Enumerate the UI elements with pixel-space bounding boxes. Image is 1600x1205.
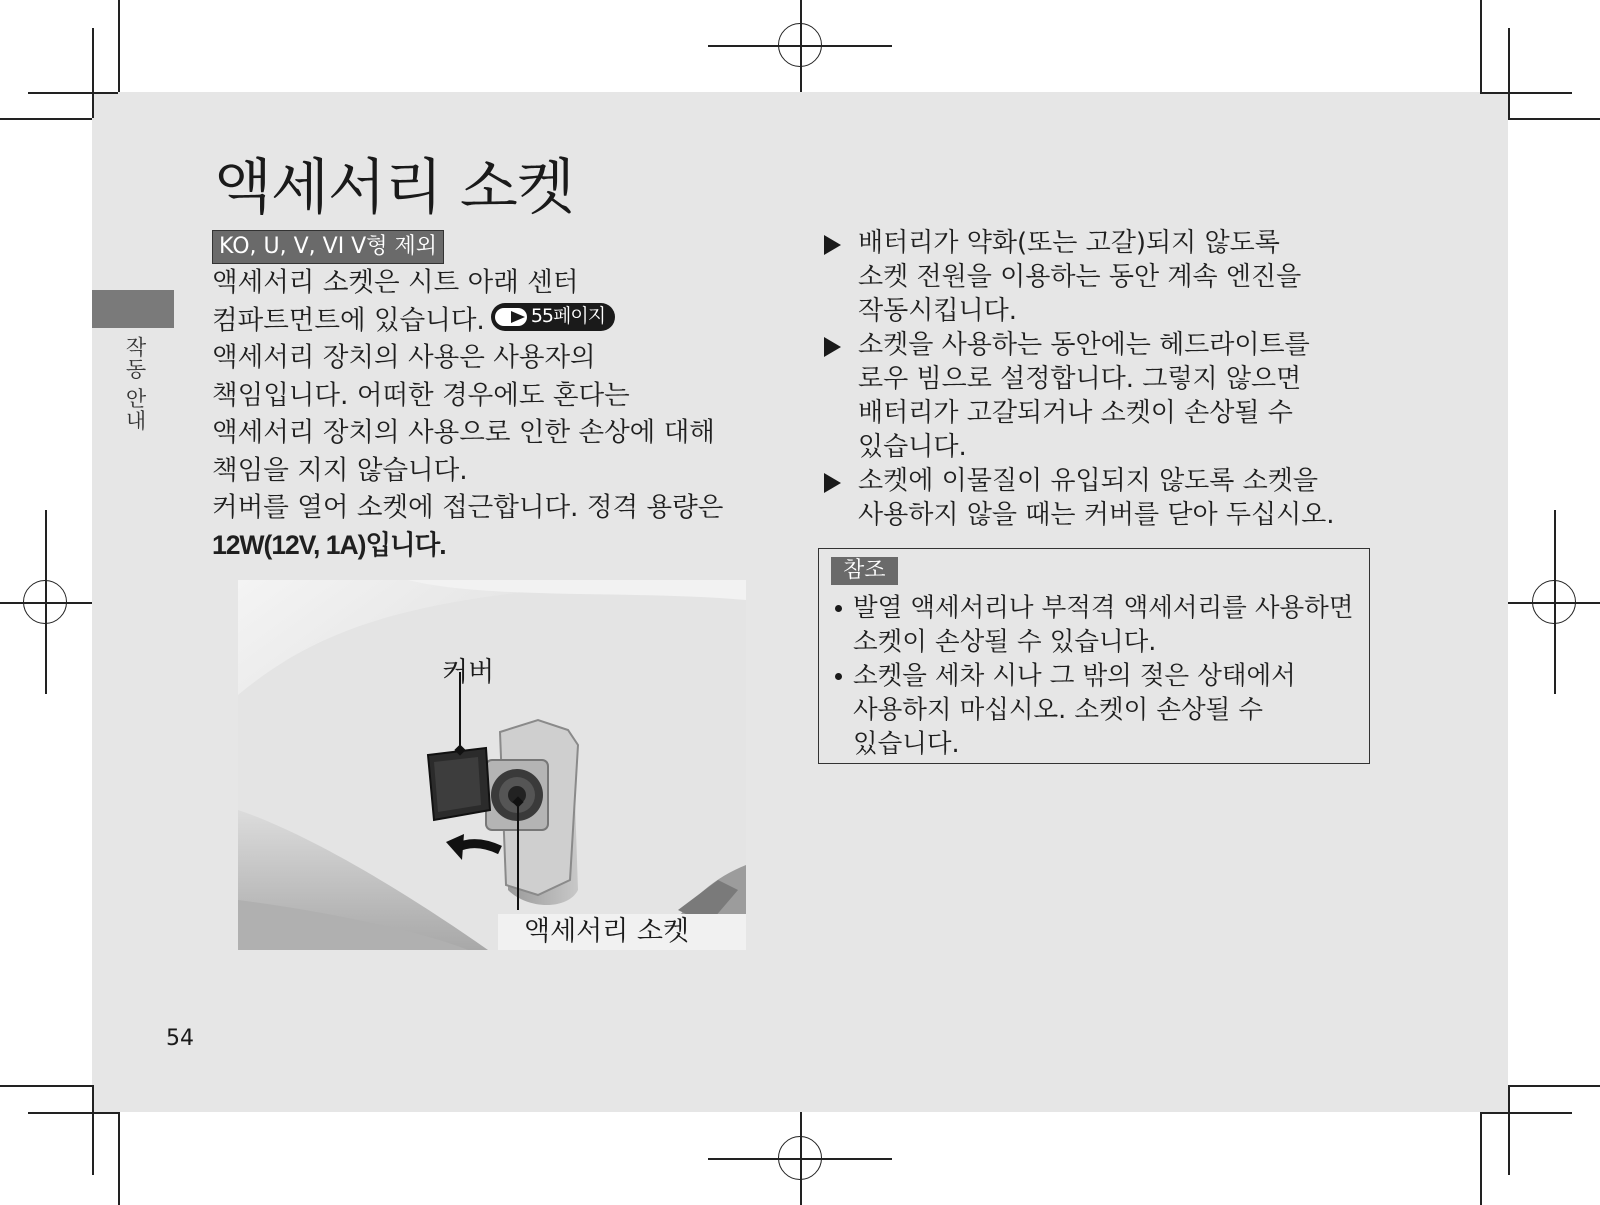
body-line: 액세서리 소켓은 시트 아래 센터 bbox=[212, 267, 579, 298]
bullet-dot-icon bbox=[835, 605, 842, 612]
warning-line: 있습니다. bbox=[858, 432, 967, 462]
socket-illustration bbox=[238, 580, 746, 950]
triangle-bullet-icon bbox=[824, 337, 841, 357]
bullet-dot-icon bbox=[835, 673, 842, 680]
note-line: 소켓이 손상될 수 있습니다. bbox=[853, 627, 1157, 657]
triangle-bullet-icon bbox=[824, 473, 841, 493]
warning-item bbox=[822, 328, 1382, 464]
warning-line: 소켓에 이물질이 유입되지 않도록 소켓을 bbox=[858, 466, 1319, 496]
page-ref-link[interactable] bbox=[491, 303, 615, 331]
warning-list bbox=[822, 226, 1382, 532]
note-box bbox=[818, 548, 1370, 764]
note-item bbox=[833, 591, 1363, 659]
note-title: 참조 bbox=[831, 557, 898, 585]
warning-line: 배터리가 약화(또는 고갈)되지 않도록 bbox=[858, 228, 1280, 258]
note-item bbox=[833, 659, 1363, 761]
warning-line: 배터리가 고갈되거나 소켓이 손상될 수 bbox=[858, 398, 1293, 428]
page-title: 액세서리 소켓 bbox=[214, 153, 574, 223]
note-line: 소켓을 세차 시나 그 밖의 젖은 상태에서 bbox=[853, 661, 1296, 691]
body-line: 책임입니다. 어떠한 경우에도 혼다는 bbox=[212, 379, 630, 411]
body-line: 책임을 지지 않습니다. bbox=[212, 454, 468, 486]
sidebar-section-label: 작동 안내 bbox=[123, 336, 147, 432]
warning-line: 사용하지 않을 때는 커버를 닫아 두십시오. bbox=[858, 500, 1335, 530]
body-line: 액세서리 장치의 사용은 사용자의 bbox=[212, 342, 596, 373]
body-text bbox=[212, 264, 772, 564]
note-line: 발열 액세서리나 부적격 액세서리를 사용하면 bbox=[853, 593, 1354, 623]
note-line: 사용하지 마십시오. 소켓이 손상될 수 bbox=[853, 695, 1264, 725]
body-line: 커버를 열어 소켓에 접근합니다. 정격 용량은 bbox=[212, 492, 724, 523]
warning-item bbox=[822, 226, 1382, 328]
triangle-bullet-icon bbox=[824, 235, 841, 255]
note-items bbox=[833, 591, 1363, 761]
body-line-rating: 12W(12V, 1A)입니다. bbox=[212, 529, 446, 560]
body-line: 액세서리 장치의 사용으로 인한 손상에 대해 bbox=[212, 417, 715, 448]
figure-label-cover: 커버 bbox=[442, 657, 495, 688]
body-line bbox=[212, 302, 772, 340]
arrow-right-icon bbox=[495, 308, 527, 326]
figure-label-socket: 액세서리 소켓 bbox=[498, 914, 746, 950]
page-ref-label: 55페이지 bbox=[530, 304, 606, 327]
socket-illustration-svg bbox=[238, 580, 746, 950]
page-number: 54 bbox=[166, 1026, 194, 1051]
variant-badge: KO, U, V, VI V형 제외 bbox=[212, 230, 444, 264]
note-line: 있습니다. bbox=[853, 729, 960, 759]
warning-line: 소켓을 사용하는 동안에는 헤드라이트를 bbox=[858, 330, 1310, 360]
warning-item bbox=[822, 464, 1382, 532]
body-line-text: 컴파트먼트에 있습니다. bbox=[212, 304, 485, 336]
warning-line: 로우 빔으로 설정합니다. 그렇지 않으면 bbox=[858, 364, 1302, 394]
warning-line: 소켓 전원을 이용하는 동안 계속 엔진을 bbox=[858, 262, 1302, 292]
sidebar-tab bbox=[92, 290, 174, 328]
warning-line: 작동시킵니다. bbox=[858, 296, 1017, 326]
